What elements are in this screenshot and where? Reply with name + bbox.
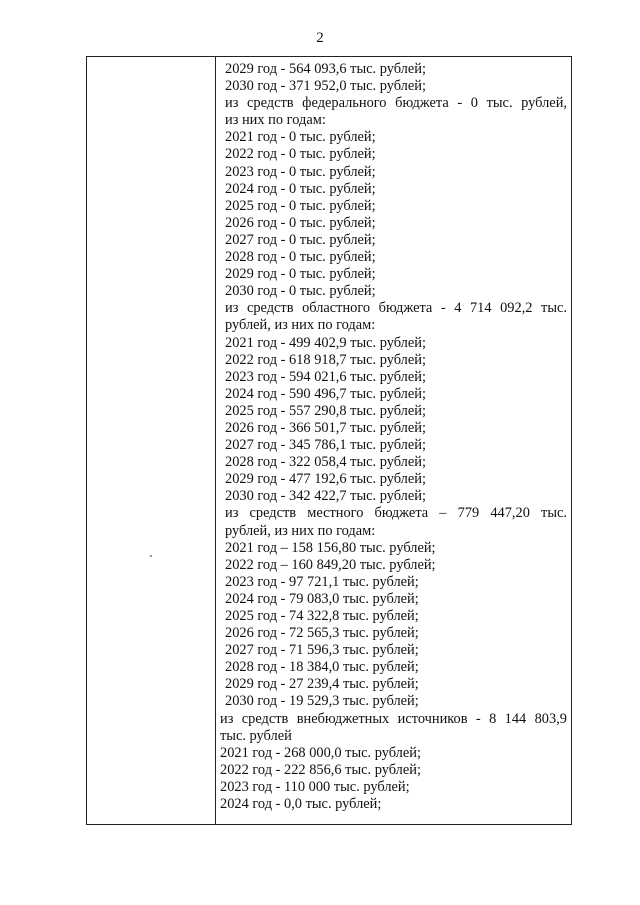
funding-line: из них по годам: [215, 112, 571, 129]
funding-line: 2025 год - 74 322,8 тыс. рублей; [215, 608, 571, 625]
funding-line: 2030 год - 19 529,3 тыс. рублей; [215, 693, 571, 710]
funding-table [86, 56, 572, 825]
funding-line: 2023 год - 0 тыс. рублей; [215, 164, 571, 181]
funding-line: из средств федерального бюджета - 0 тыс. рублей, [215, 95, 571, 112]
funding-line: 2024 год - 79 083,0 тыс. рублей; [215, 591, 571, 608]
scan-speck [150, 555, 152, 557]
funding-line: 2022 год – 160 849,20 тыс. рублей; [215, 557, 571, 574]
funding-line: 2026 год - 366 501,7 тыс. рублей; [215, 420, 571, 437]
funding-line: 2024 год - 0,0 тыс. рублей; [215, 796, 571, 813]
funding-line: 2030 год - 0 тыс. рублей; [215, 283, 571, 300]
funding-line: рублей, из них по годам: [215, 317, 571, 334]
funding-line: 2023 год - 594 021,6 тыс. рублей; [215, 369, 571, 386]
funding-line: 2030 год - 342 422,7 тыс. рублей; [215, 488, 571, 505]
funding-line: 2021 год - 0 тыс. рублей; [215, 129, 571, 146]
funding-line: тыс. рублей [215, 728, 571, 745]
funding-line: 2028 год - 18 384,0 тыс. рублей; [215, 659, 571, 676]
funding-line: 2027 год - 345 786,1 тыс. рублей; [215, 437, 571, 454]
funding-line: 2029 год - 0 тыс. рублей; [215, 266, 571, 283]
funding-line: из средств внебюджетных источников - 8 144 803,9 [215, 711, 571, 728]
funding-line: 2026 год - 72 565,3 тыс. рублей; [215, 625, 571, 642]
funding-line: 2028 год - 322 058,4 тыс. рублей; [215, 454, 571, 471]
funding-line: 2021 год - 268 000,0 тыс. рублей; [215, 745, 571, 762]
funding-line: 2030 год - 371 952,0 тыс. рублей; [215, 78, 571, 95]
funding-line: 2027 год - 0 тыс. рублей; [215, 232, 571, 249]
funding-text-cell [215, 61, 571, 813]
funding-line: 2025 год - 0 тыс. рублей; [215, 198, 571, 215]
funding-line: 2022 год - 618 918,7 тыс. рублей; [215, 352, 571, 369]
funding-line: 2025 год - 557 290,8 тыс. рублей; [215, 403, 571, 420]
funding-line: 2029 год - 564 093,6 тыс. рублей; [215, 61, 571, 78]
funding-line: 2023 год - 110 000 тыс. рублей; [215, 779, 571, 796]
funding-line: 2023 год - 97 721,1 тыс. рублей; [215, 574, 571, 591]
funding-line: 2028 год - 0 тыс. рублей; [215, 249, 571, 266]
funding-line: 2022 год - 222 856,6 тыс. рублей; [215, 762, 571, 779]
funding-line: из средств местного бюджета – 779 447,20 тыс. [215, 505, 571, 522]
page-number: 2 [316, 30, 324, 46]
funding-line: 2024 год - 590 496,7 тыс. рублей; [215, 386, 571, 403]
funding-line: 2026 год - 0 тыс. рублей; [215, 215, 571, 232]
funding-line: 2024 год - 0 тыс. рублей; [215, 181, 571, 198]
funding-line: 2029 год - 477 192,6 тыс. рублей; [215, 471, 571, 488]
funding-line: рублей, из них по годам: [215, 523, 571, 540]
funding-line: 2021 год – 158 156,80 тыс. рублей; [215, 540, 571, 557]
funding-line: 2027 год - 71 596,3 тыс. рублей; [215, 642, 571, 659]
funding-line: 2021 год - 499 402,9 тыс. рублей; [215, 335, 571, 352]
funding-line: 2022 год - 0 тыс. рублей; [215, 146, 571, 163]
funding-line: из средств областного бюджета - 4 714 092,2 тыс. [215, 300, 571, 317]
funding-line: 2029 год - 27 239,4 тыс. рублей; [215, 676, 571, 693]
